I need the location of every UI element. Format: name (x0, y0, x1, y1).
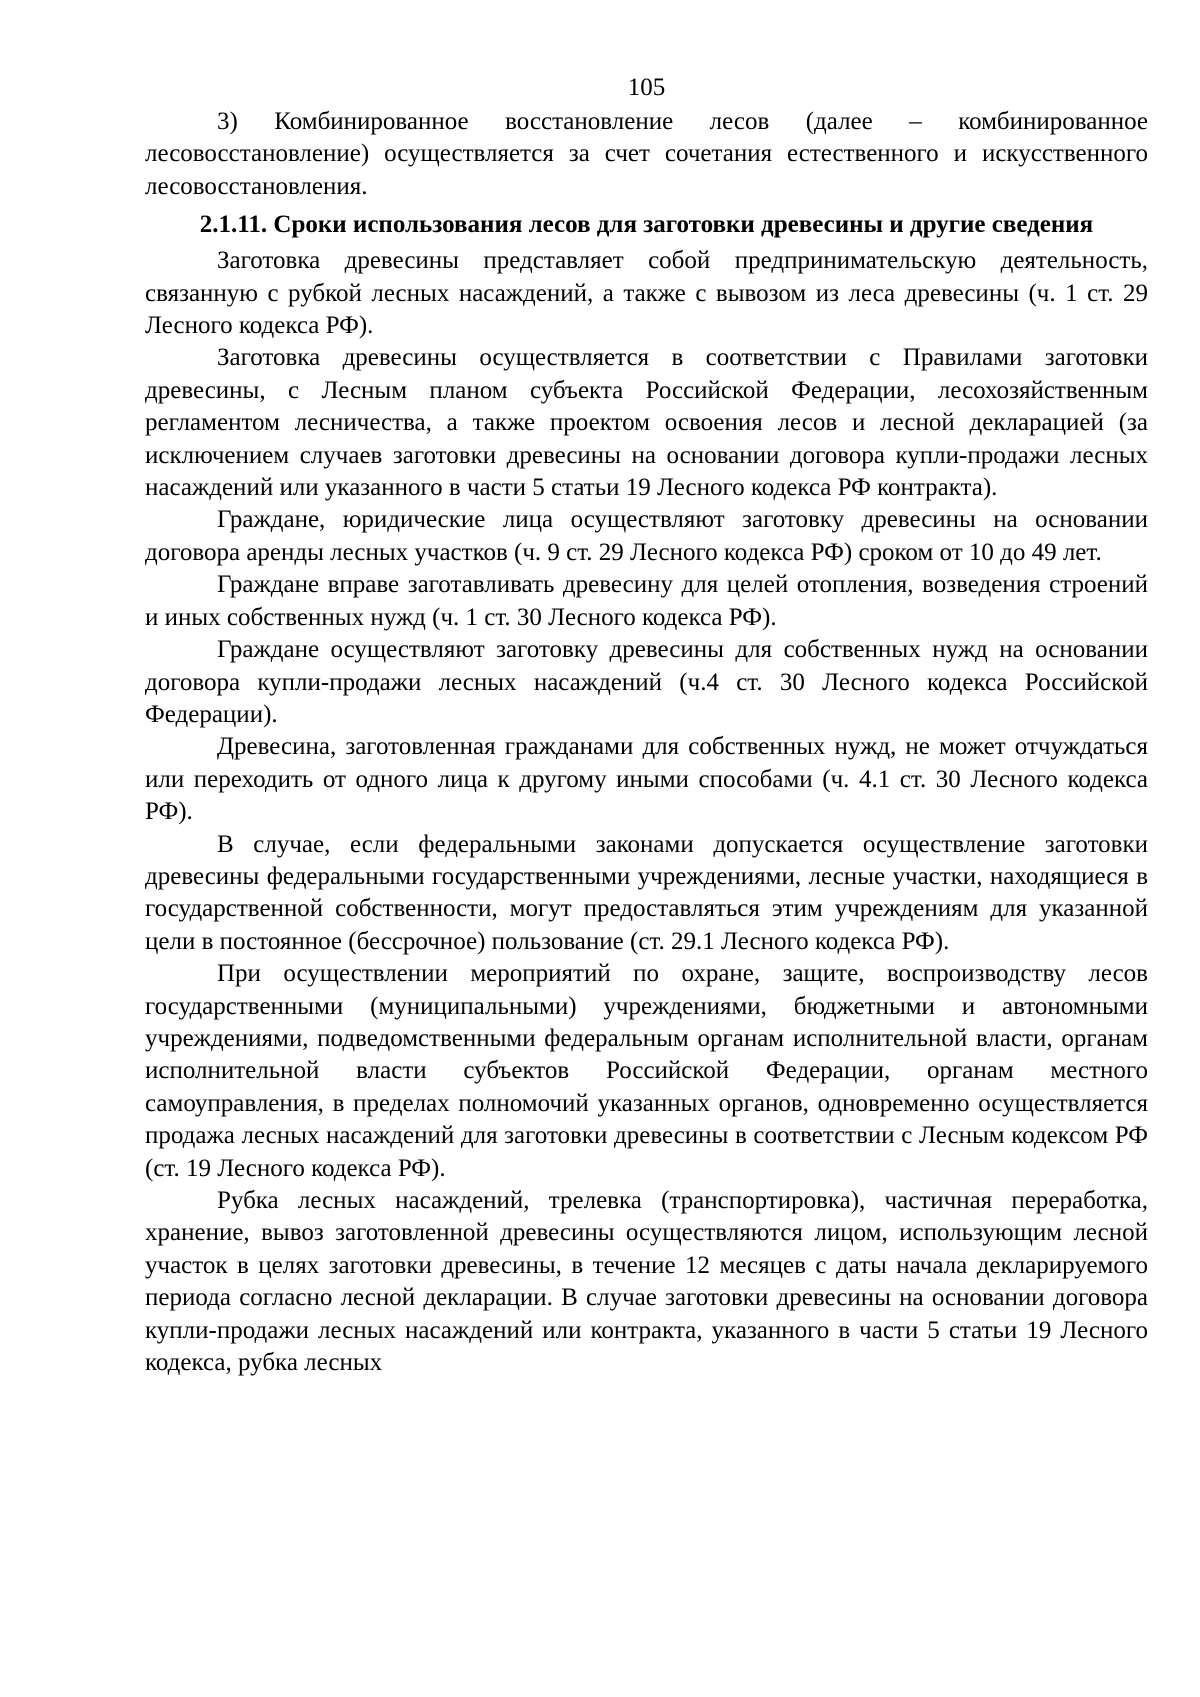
paragraph: При осуществлении мероприятий по охране, защите, воспроизводству лесов государственными (муниципальными) учреждениями, бюджетными и автономными учреждениями, подведомственными федеральным органам исполнительной власти, органам исполнительной власти субъектов Российской Федерации, органам местного самоуправления, в пределах полномочий указанных органов, одновременно осуществляется продажа лесных насаждений для заготовки древесины в соответствии с Лесным кодексом РФ (ст. 19 Лесного кодекса РФ). (145, 960, 1148, 1182)
paragraph: Заготовка древесины осуществляется в соответствии с Правилами заготовки древесины, с Лесным планом субъекта Российской Федерации, лесохозяйственным регламентом лесничества, а также проектом освоения лесов и лесной декларацией (за исключением случаев заготовки древесины на основании договора купли-продажи лесных насаждений или указанного в части 5 статьи 19 Лесного кодекса РФ контракта). (145, 344, 1148, 502)
paragraph: Граждане, юридические лица осуществляют заготовку древесины на основании договора аренды лесных участков (ч. 9 ст. 29 Лесного кодекса РФ) сроком от 10 до 49 лет. (145, 506, 1148, 566)
paragraph: Граждане осуществляют заготовку древесины для собственных нужд на основании договора купли-продажи лесных насаждений (ч.4 ст. 30 Лесного кодекса Российской Федерации). (145, 636, 1148, 728)
page-number: 105 (627, 74, 666, 101)
paragraph: Заготовка древесины представляет собой предпринимательскую деятельность, связанную с рубкой лесных насаждений, а также с вывозом из леса древесины (ч. 1 ст. 29 Лесного кодекса РФ). (145, 247, 1148, 340)
paragraph: Граждане вправе заготавливать древесину для целей отопления, возведения строений и иных собственных нужд (ч. 1 ст. 30 Лесного кодекса РФ). (145, 571, 1148, 631)
paragraph: Древесина, заготовленная гражданами для собственных нужд, не может отчуждаться или переходить от одного лица к другому иными способами (ч. 4.1 ст. 30 Лесного кодекса РФ). (145, 733, 1148, 826)
intro-paragraph: 3) Комбинированное восстановление лесов (далее – комбинированное лесовосстановление) осуществляется за счет сочетания естественного и искусственного лесовосстановления. (145, 108, 1148, 200)
section-heading: 2.1.11. Сроки использования лесов для заготовки древесины и другие сведения (199, 211, 1094, 239)
paragraph: В случае, если федеральными законами допускается осуществление заготовки древесины федеральными государственными учреждениями, лесные участки, находящиеся в государственной собственности, могут предоставляться этим учреждениям для указанной цели в постоянное (бессрочное) пользование (ст. 29.1 Лесного кодекса РФ). (145, 830, 1148, 955)
paragraph: Рубка лесных насаждений, трелевка (транспортировка), частичная переработка, хранение, вывоз заготовленной древесины осуществляются лицом, использующим лесной участок в целях заготовки древесины, в течение 12 месяцев с даты начала декларируемого периода согласно лесной декларации. В случае заготовки древесины на основании договора купли-продажи лесных насаждений или контракта, указанного в части 5 статьи 19 Лесного кодекса, рубка лесных (145, 1187, 1148, 1377)
document-page (145, 70, 1148, 1379)
